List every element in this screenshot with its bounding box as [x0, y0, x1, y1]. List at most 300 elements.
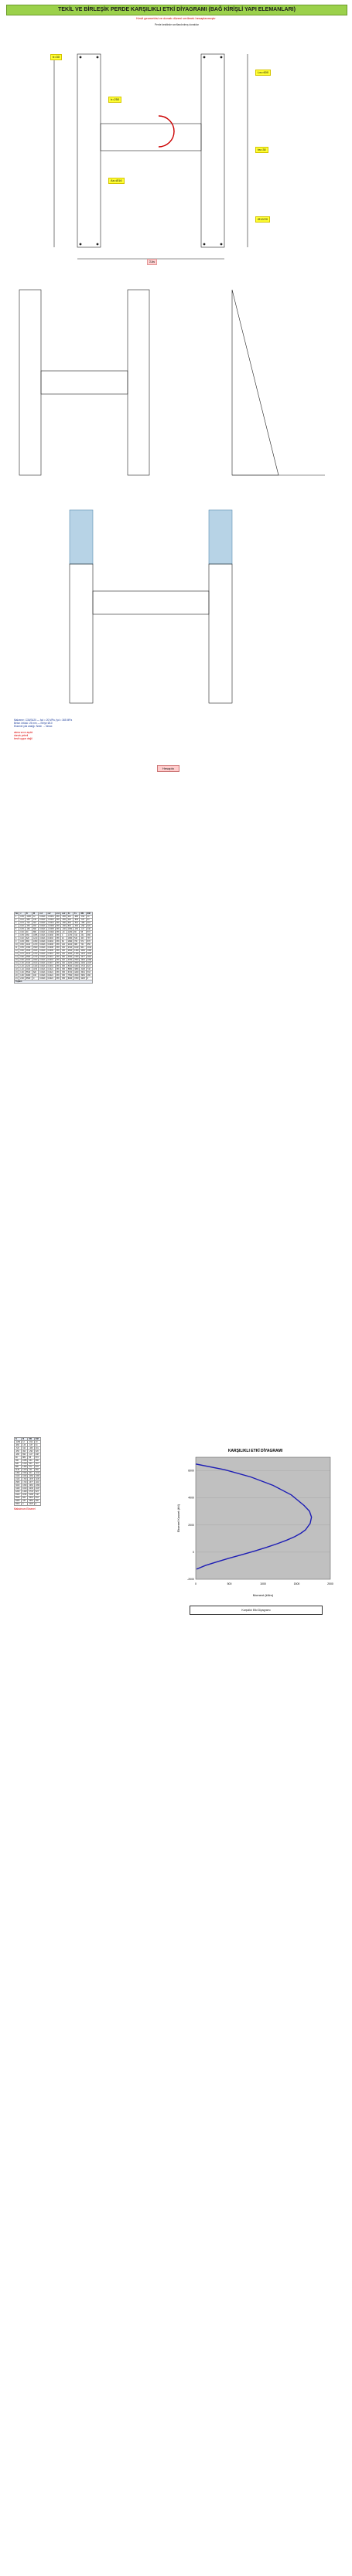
- table-cell: 492: [22, 1450, 28, 1453]
- table-cell: 1470: [67, 934, 73, 936]
- table-cell: 6080: [25, 974, 32, 977]
- table-cell: 420: [67, 919, 73, 922]
- table-cell: 16: [15, 962, 19, 965]
- table-totals-row: [15, 980, 93, 984]
- table-cell: 880: [22, 1456, 28, 1460]
- table-cell: 0.0017: [46, 962, 55, 965]
- table-cell: 1630: [22, 1475, 27, 1477]
- table-cell: 310: [22, 1447, 28, 1450]
- table-cell: 1640: [15, 1475, 22, 1478]
- table-cell: 3952: [29, 1500, 33, 1502]
- table-cell: 12: [22, 1441, 28, 1444]
- table-cell: 234: [28, 1460, 34, 1463]
- table-cell: -450: [15, 1450, 22, 1453]
- table-cell: 1720: [32, 956, 38, 958]
- table-cell: 1047: [87, 962, 92, 964]
- table-cell: 1047: [35, 1487, 40, 1490]
- table-cell: 904: [28, 1472, 34, 1475]
- table-cell: 3020: [15, 1484, 22, 1487]
- table-cell: 320: [86, 925, 92, 928]
- table-cell: 540: [73, 937, 80, 940]
- table-cell: -720: [25, 922, 32, 925]
- table-cell: 1680: [67, 937, 73, 940]
- table-cell: 1210: [22, 1463, 27, 1465]
- table-cell: 2120: [25, 953, 32, 956]
- table-cell: 1060: [87, 950, 92, 952]
- table-cell: 878: [86, 940, 92, 943]
- table-cell: -1250: [26, 916, 31, 918]
- table-cell: -0.0002: [47, 931, 54, 933]
- info-line: Malzeme: C30/S420 — fcd = 20 MPa, fyd = 365 MPa: [14, 719, 73, 722]
- table-cell: 923: [34, 1490, 40, 1494]
- results-table-container: [14, 912, 339, 984]
- table-cell: 1420: [22, 1490, 27, 1493]
- table-cell: 1690: [32, 959, 38, 961]
- table-cell: 0.0021: [39, 946, 46, 949]
- table-cell: 17: [15, 965, 19, 968]
- table-cell: 365: [56, 919, 60, 921]
- table-cell: 0.0000: [46, 934, 55, 937]
- table-cell: -450: [25, 925, 32, 928]
- table-cell: -117: [28, 1453, 34, 1456]
- table-cell: 6500: [15, 1503, 22, 1506]
- table-cell: -0.0021: [47, 919, 54, 921]
- table-cell: 0.40: [20, 937, 24, 940]
- table-cell: 365: [61, 965, 67, 968]
- table-cell: 2830: [74, 962, 79, 964]
- table-cell: 0.0021: [46, 977, 55, 980]
- table-cell: 310: [32, 922, 38, 925]
- table-cell: 80: [73, 931, 80, 934]
- table-cell: 120: [61, 943, 67, 946]
- y-tick-label: 0: [193, 1550, 194, 1554]
- table-cell: -390: [73, 925, 80, 928]
- y-tick-label: -2000: [187, 1578, 194, 1581]
- table-cell: 0.0004: [46, 940, 55, 943]
- x-tick-label: 1000: [260, 1582, 266, 1585]
- label-lw: Lw=600: [255, 70, 271, 76]
- table-cell: 533: [34, 1497, 40, 1500]
- table-cell: -180: [62, 925, 66, 927]
- y-tick-label: 6000: [188, 1469, 194, 1473]
- table-cell: 3198: [29, 1494, 33, 1496]
- table-cell: 0.0021: [39, 956, 46, 958]
- table-cell: 280: [34, 1500, 40, 1503]
- table-cell: 1055: [32, 934, 38, 936]
- table-cell: 3601: [29, 1497, 33, 1499]
- table-cell: -100: [62, 928, 66, 930]
- table-cell: 365: [56, 950, 60, 952]
- table-cell: 620: [15, 1463, 22, 1466]
- table-cell: 13: [15, 953, 19, 956]
- table-cell: 1118: [35, 1481, 39, 1483]
- table-cell: 880: [32, 931, 38, 934]
- table-cell: 280: [61, 956, 67, 959]
- table-cell: 1014: [35, 1472, 40, 1474]
- table-cell: -0.0014: [47, 922, 54, 924]
- table-cell: 365: [61, 971, 67, 974]
- table-cell: 80: [61, 940, 67, 943]
- table-cell: 1350: [22, 1466, 27, 1468]
- table-cell: 4: [15, 925, 19, 928]
- table-cell: 1378: [29, 1478, 33, 1480]
- table-cell: 5040: [67, 965, 73, 967]
- table-cell: 1470: [32, 943, 38, 946]
- calculate-button[interactable]: Hesapla: [157, 765, 179, 772]
- table-cell: 4220: [25, 965, 32, 968]
- table-cell: 90: [25, 931, 32, 934]
- table-cell: 1677: [80, 956, 85, 958]
- compression-zone-svg: [46, 502, 302, 711]
- warning-line: donatı yeterli: [14, 734, 29, 737]
- table-row: [15, 925, 93, 928]
- table-cell: 572: [80, 940, 86, 943]
- table-cell: 0.70: [20, 953, 24, 955]
- table-cell: 1150: [22, 1494, 27, 1496]
- table-cell: 0.0021: [46, 968, 55, 971]
- table-cell: 3400: [74, 965, 79, 967]
- table-cell: 1118: [87, 956, 91, 958]
- table-cell: 365: [61, 977, 67, 980]
- warning-line: kesit uygun değil: [14, 737, 32, 740]
- table-cell: 12: [15, 950, 19, 953]
- table-cell: 3780: [67, 959, 73, 961]
- table-cell: 787: [34, 1463, 40, 1466]
- table-cell: 2520: [67, 950, 73, 952]
- table-cell: 1720: [22, 1481, 27, 1483]
- table-cell: 365: [56, 934, 60, 936]
- table-cell: 956: [86, 943, 92, 946]
- table-cell: 310: [73, 934, 80, 937]
- table-cell: 365: [56, 959, 60, 961]
- table-cell: 4220: [15, 1490, 22, 1494]
- table-cell: 840: [67, 925, 73, 928]
- table-cell: 12: [32, 916, 38, 919]
- table-cell: 980: [73, 943, 80, 946]
- table-cell: 0.50: [20, 943, 24, 946]
- table-cell: 2: [15, 919, 19, 922]
- table-cell: 620: [25, 937, 32, 940]
- table-cell: 0.80: [20, 956, 24, 958]
- table-cell: 686: [86, 934, 92, 937]
- table-cell: 360: [25, 934, 32, 937]
- table-cell: 1963: [29, 1484, 33, 1487]
- table-cell: 1140: [15, 1469, 22, 1472]
- table-cell: 365: [56, 937, 60, 940]
- table-cell: 448: [34, 1453, 40, 1456]
- table-cell: 365: [56, 928, 60, 930]
- table-cell: 0.0021: [39, 928, 46, 930]
- table-cell: 748: [86, 968, 92, 971]
- table-cell: -0.0031: [47, 916, 54, 918]
- table-cell: 0.35: [20, 934, 24, 936]
- results-table: [14, 912, 93, 984]
- nm-table-container: [14, 1437, 99, 1511]
- table-cell: 4225: [80, 977, 85, 980]
- table-cell: -292: [28, 1450, 34, 1453]
- x-tick-label: 2000: [327, 1582, 333, 1585]
- table-cell: 145: [22, 1444, 28, 1447]
- table-cell: 1640: [25, 950, 32, 953]
- table-cell: 8400: [67, 977, 73, 980]
- table-row: [15, 928, 93, 931]
- table-cell: 820: [22, 1497, 28, 1500]
- table-cell: 365: [56, 946, 60, 949]
- table-cell: -468: [28, 1447, 34, 1450]
- table-cell: 0.20: [20, 925, 24, 927]
- table-cell: 0.55: [20, 946, 24, 949]
- table-cell: 0.05: [20, 916, 24, 918]
- table-cell: 58: [80, 931, 86, 934]
- table-header-cell: σs1: [56, 912, 60, 915]
- table-cell: 240: [61, 953, 67, 956]
- x-tick-label: 1500: [293, 1582, 300, 1585]
- table-cell: -980: [15, 1444, 22, 1447]
- table-cell: 403: [80, 937, 86, 940]
- table-cell: 0.0008: [46, 946, 55, 950]
- table-cell: 3880: [74, 968, 79, 970]
- table-cell: 6500: [25, 977, 32, 980]
- info-line: Beton örtüsü: 25 mm — Etriye Ø10: [14, 722, 53, 725]
- table-cell: 2236: [80, 962, 85, 964]
- table-cell: 0: [86, 977, 92, 980]
- table-cell: -365: [62, 919, 66, 921]
- table-cell: 748: [34, 1494, 40, 1497]
- table-cell: 0.0021: [39, 977, 46, 980]
- table-cell: 6720: [67, 971, 73, 974]
- table-cell: -812: [80, 916, 86, 919]
- interaction-chart: [174, 1445, 337, 1599]
- table-cell: 1470: [22, 1469, 27, 1471]
- table-cell: 10: [86, 916, 92, 919]
- table-cell: 1610: [22, 1487, 27, 1490]
- table-header-cell: N: [15, 1438, 22, 1441]
- table-cell: -812: [28, 1441, 34, 1444]
- page-subtitle: Kesit geometrisi ve donatı düzeni verilerek hesaplanmıştır: [136, 16, 216, 20]
- table-cell: 2940: [67, 953, 73, 955]
- x-axis-label: Moment (kNm): [252, 1593, 274, 1597]
- table-cell: 0.0021: [39, 971, 46, 974]
- table-cell: 1105: [87, 953, 91, 955]
- table-cell: 0.60: [20, 950, 24, 952]
- table-cell: 572: [34, 1456, 40, 1460]
- table-cell: 0: [22, 1503, 28, 1506]
- table-cell: -180: [25, 928, 32, 931]
- table-cell: 448: [86, 928, 92, 931]
- table-cell: -280: [62, 922, 66, 924]
- table-cell: 0.0021: [39, 919, 46, 921]
- table-cell: 19: [15, 971, 19, 974]
- table-cell: 2580: [15, 1481, 22, 1484]
- table-cell: 365: [56, 968, 60, 970]
- table-cell: 4225: [29, 1503, 33, 1505]
- table-cell: 1: [15, 916, 19, 919]
- table-cell: 2236: [29, 1487, 33, 1490]
- table-note: Maksimum Eksenel: [14, 1507, 36, 1511]
- page-title: TEKİL VE BİRLEŞİK PERDE KARŞILIKLI ETKİ DİYAGRAMI (BAĞ KİRİŞLİ YAPI ELEMANLARI): [58, 7, 296, 12]
- table-cell: 1105: [35, 1478, 39, 1480]
- table-cell: 365: [56, 916, 60, 918]
- table-cell: 0.0014: [46, 956, 55, 959]
- table-cell: 0.0019: [46, 965, 55, 968]
- table-cell: 365: [61, 974, 67, 977]
- table-cell: 1014: [87, 946, 92, 949]
- table-cell: -610: [73, 922, 80, 925]
- table-cell: 880: [15, 1466, 22, 1469]
- table-cell: 572: [28, 1466, 34, 1469]
- table-cell: 3440: [15, 1487, 22, 1490]
- table-cell: 741: [80, 943, 86, 946]
- table-cell: 1560: [22, 1472, 27, 1474]
- table-cell: 7560: [67, 974, 73, 977]
- table-cell: 1690: [22, 1484, 27, 1487]
- table-cell: 2120: [15, 1478, 22, 1481]
- label-b: b=30: [50, 54, 62, 60]
- table-cell: -980: [25, 919, 32, 922]
- table-cell: 0.0021: [39, 953, 46, 955]
- table-cell: 1610: [32, 962, 38, 964]
- table-cell: 1390: [15, 1472, 22, 1475]
- table-cell: 0.0002: [46, 937, 55, 940]
- table-cell: 0: [32, 977, 38, 980]
- table-cell: 0.90: [20, 959, 24, 961]
- chart-title: KARŞILIKLI ETKİ DİYAGRAMI: [227, 1449, 283, 1453]
- table-cell: 1.00: [20, 962, 24, 964]
- table-cell: -1250: [15, 1441, 21, 1443]
- table-cell: 4920: [25, 968, 32, 971]
- table-cell: 3360: [67, 956, 73, 958]
- table-cell: 878: [34, 1466, 40, 1469]
- table-cell: 3601: [80, 971, 85, 974]
- table-cell: 1099: [35, 1484, 40, 1487]
- table-cell: 21: [15, 977, 19, 980]
- table-row: [15, 916, 93, 919]
- table-cell: 280: [86, 974, 92, 977]
- table-header-cell: M: [32, 912, 38, 916]
- table-cell: 365: [56, 931, 60, 933]
- table-cell: 403: [28, 1463, 34, 1466]
- table-cell: 0.0021: [39, 931, 46, 933]
- table-cell: 210: [67, 916, 73, 919]
- table-cell: 0.0021: [39, 968, 46, 970]
- table-cell: 365: [61, 968, 67, 971]
- table-header-cell: ΦM: [86, 912, 92, 916]
- table-cell: 0.0021: [39, 950, 46, 952]
- table-header-cell: εs2: [46, 912, 55, 916]
- table-header-cell: M: [22, 1438, 28, 1441]
- table-cell: 430: [22, 1500, 28, 1503]
- table-cell: 365: [56, 965, 60, 967]
- table-cell: 741: [28, 1469, 34, 1472]
- chart-legend: [190, 1606, 323, 1615]
- table-cell: -150: [73, 928, 80, 931]
- table-cell: 1050: [67, 928, 73, 930]
- table-cell: 94: [34, 1444, 40, 1447]
- table-cell: -468: [80, 922, 86, 925]
- table-cell: 1890: [67, 940, 73, 943]
- table-cell: 690: [32, 928, 38, 931]
- table-row: [15, 922, 93, 925]
- table-cell: 630: [67, 922, 73, 925]
- table-cell: 4540: [74, 974, 79, 977]
- table-cell: 0.15: [20, 922, 24, 924]
- table-header-cell: c: [19, 912, 26, 916]
- table-cell: 1378: [80, 953, 85, 955]
- reinforcement-layout-svg: [15, 286, 340, 494]
- table-cell: 8: [15, 937, 19, 940]
- table-header-cell: ΦN: [80, 912, 86, 916]
- table-cell: 686: [34, 1460, 40, 1463]
- table-cell: 0: [61, 934, 67, 937]
- table-cell: 4920: [15, 1494, 22, 1497]
- table-cell: 5: [15, 928, 19, 931]
- y-tick-label: 4000: [188, 1496, 194, 1500]
- table-cell: 9: [15, 940, 19, 943]
- table-cell: 0.0012: [46, 953, 55, 956]
- label-as: As=Ø16: [108, 178, 125, 184]
- table-header-cell: N: [25, 912, 32, 916]
- table-cell: 0.0021: [39, 940, 46, 943]
- table-cell: 201: [34, 1447, 40, 1450]
- info-block: [14, 719, 339, 904]
- table-cell: 6: [15, 931, 19, 934]
- table-cell: 340: [61, 962, 67, 965]
- table-cell: 1963: [80, 959, 85, 961]
- table-cell: 360: [15, 1460, 22, 1463]
- table-header-cell: ΦM: [34, 1438, 40, 1441]
- table-cell: 1190: [74, 946, 79, 949]
- table-cell: 2310: [67, 946, 73, 949]
- info-line: Eksenel yük aralığı: Nmin → Nmax: [14, 725, 53, 728]
- table-cell: 1055: [22, 1460, 27, 1462]
- table-cell: 0.45: [20, 940, 24, 943]
- table-cell: 533: [86, 971, 92, 974]
- table-cell: 4260: [74, 971, 79, 974]
- table-cell: 923: [86, 965, 92, 968]
- table-cell: 3020: [25, 959, 32, 962]
- table-cell: 0.25: [20, 928, 24, 930]
- table-cell: -292: [80, 925, 86, 928]
- table-totals-cell: Toplam: [15, 980, 93, 984]
- table-cell: 145: [32, 919, 38, 922]
- table-cell: 1560: [32, 946, 38, 949]
- table-cell: 904: [80, 946, 86, 950]
- table-cell: 1.60: [20, 971, 24, 974]
- table-cell: 3: [15, 922, 19, 925]
- table-cell: 15: [15, 959, 19, 962]
- table-cell: 365: [56, 953, 60, 955]
- table-cell: 320: [34, 1450, 40, 1453]
- table-cell: 90: [15, 1456, 22, 1460]
- table-cell: -980: [73, 916, 80, 919]
- table-cell: 10: [34, 1441, 40, 1444]
- nm-table: [14, 1437, 41, 1506]
- table-cell: -720: [15, 1447, 22, 1450]
- table-row: [15, 1503, 41, 1506]
- table-cell: 365: [56, 962, 60, 964]
- table-cell: 1630: [32, 950, 38, 952]
- table-header-cell: Fc: [67, 912, 73, 916]
- table-cell: 1780: [74, 953, 79, 955]
- table-cell: 3440: [25, 962, 32, 965]
- table-cell: 365: [56, 943, 60, 946]
- table-cell: 0.0006: [46, 943, 55, 946]
- table-cell: 690: [22, 1453, 28, 1456]
- section-drawing-2: [15, 286, 340, 494]
- table-cell: 94: [86, 919, 92, 922]
- warning-line: akma sınırı aşıldı: [14, 731, 33, 734]
- table-cell: 2500: [74, 959, 79, 961]
